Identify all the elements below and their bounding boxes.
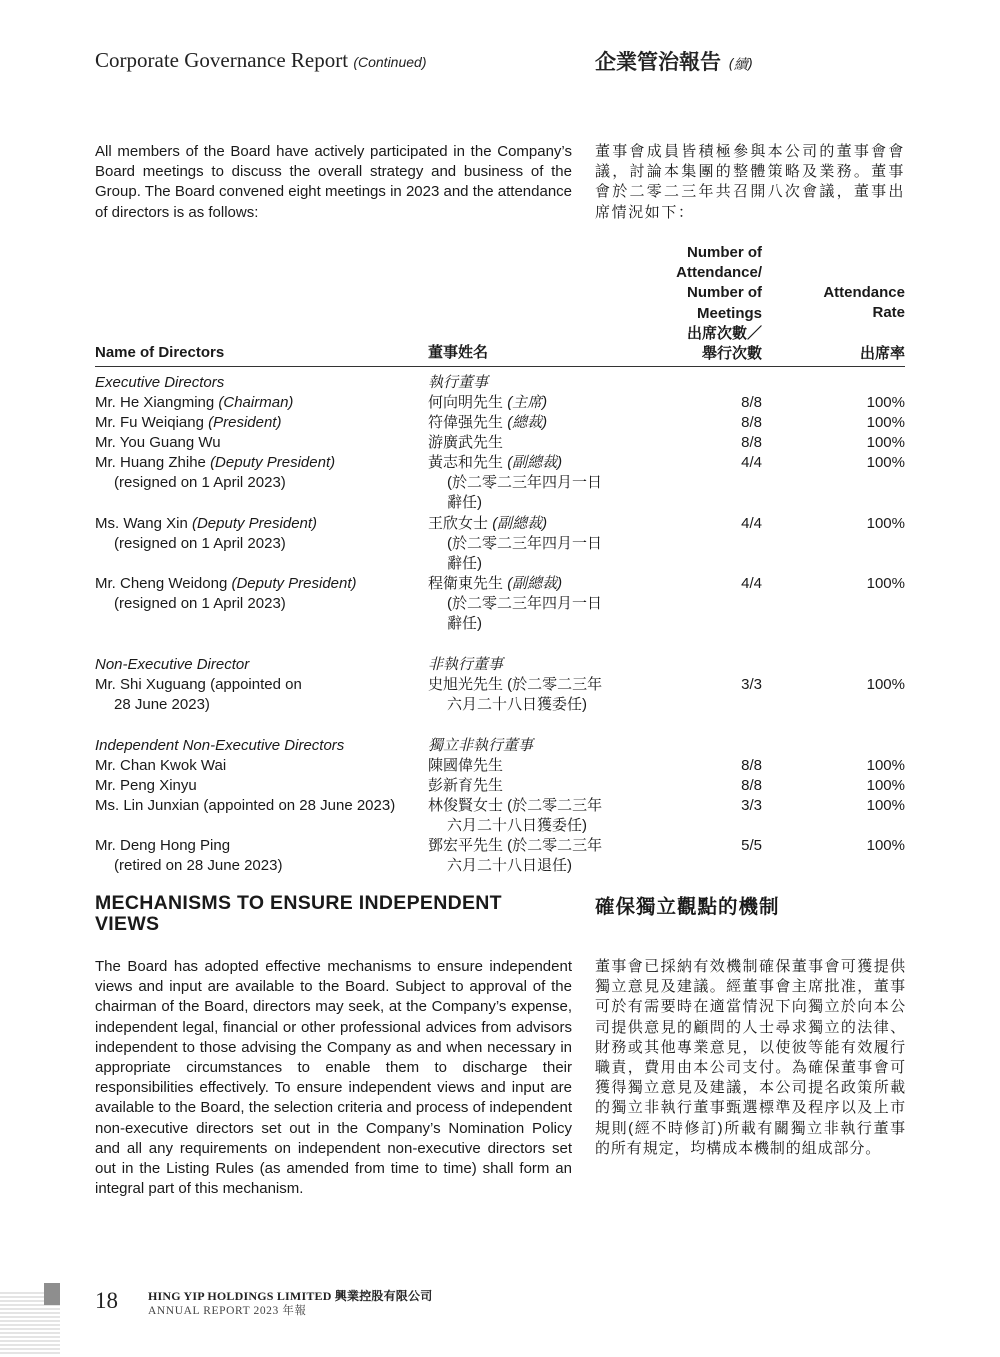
- rate-value: 100%: [866, 676, 905, 693]
- column-header-attendance: [640, 243, 762, 364]
- page-header-en: [95, 48, 426, 73]
- column-header-name: Name of Directors: [95, 344, 225, 361]
- director-note: (resigned on 1 April 2023): [114, 535, 286, 552]
- header-title-en: Corporate Governance Report: [95, 48, 349, 72]
- director-name: Mr. Shi Xuguang (appointed on: [95, 676, 302, 693]
- rate-value: 100%: [866, 414, 905, 431]
- director-role-zh: (副總裁): [507, 575, 563, 592]
- director-note: 28 June 2023): [114, 696, 210, 713]
- intro-paragraph-en: All members of the Board have actively participated in the Company’s Board meetings to discuss the overall strategy and business of the Group. The Board convened eight meetings in 2023 and the attendance of directors is as follows:: [95, 143, 572, 221]
- section-body-en: The Board has adopted effective mechanisms to ensure independent views and input are available to the Board. Subject to approval of the chairman of the Board, directors may seek, at the Company’s expense, independent legal, financial or other professional advices from advisors independent to those advising the Company as and when necessary in appropriate circumstances to enable them to discharge their responsibilities effectively. To ensure independent views and input are available to the Board, the selection criteria and process of independent non-executive directors set out in the Company’s Nomination Policy and all any requirements on independent non-executive directors set out in the Listing Rules (as amended from time to time) shall form an integral part of this mechanism.: [95, 958, 572, 1198]
- director-name: Ms. Lin Junxian (appointed on 28 June 2023): [95, 797, 396, 814]
- rate-value: 100%: [866, 434, 905, 451]
- footer-decoration: [0, 1283, 60, 1357]
- group-label-non-executive: Non-Executive Director: [95, 656, 250, 673]
- section-heading-zh: 確保獨立觀點的機制: [595, 896, 780, 918]
- rate-value: 100%: [866, 454, 905, 471]
- attendance-value: 3/3: [741, 676, 762, 693]
- director-role: (Deputy President): [210, 454, 336, 471]
- director-note: (retired on 28 June 2023): [114, 857, 283, 874]
- director-note-zh: 辭任): [447, 555, 482, 572]
- director-note-zh: 辭任): [447, 615, 482, 632]
- group-label-executive-zh: 執行董事: [428, 374, 489, 391]
- attendance-value: 4/4: [741, 515, 762, 532]
- director-name-zh: 程衛東先生: [428, 575, 504, 592]
- rate-value: 100%: [866, 797, 905, 814]
- section-heading-en: MECHANISMS TO ENSURE INDEPENDENT VIEWS: [95, 892, 502, 935]
- director-role: (Deputy President): [231, 575, 357, 592]
- director-note-zh: 辭任): [447, 494, 482, 511]
- table-row-name: [95, 393, 293, 413]
- header-continued-zh: (續): [728, 57, 754, 73]
- page-header-zh: [595, 46, 753, 76]
- director-name-zh: 何向明先生: [428, 394, 504, 411]
- rate-value: 100%: [866, 394, 905, 411]
- group-label-independent-zh: 獨立非執行董事: [428, 737, 534, 754]
- attendance-value: 8/8: [741, 434, 762, 451]
- table-row-name-zh: [428, 393, 547, 413]
- group-label-non-executive-zh: 非執行董事: [428, 656, 504, 673]
- table-row-name-zh: [428, 574, 562, 594]
- director-name: Mr. Cheng Weidong: [95, 575, 232, 592]
- page-number: 18: [95, 1288, 118, 1313]
- attendance-value: 5/5: [741, 837, 762, 854]
- director-note-zh: 六月二十八日獲委任): [447, 696, 587, 713]
- director-note: (resigned on 1 April 2023): [114, 474, 286, 491]
- director-name: Mr. Huang Zhihe: [95, 454, 211, 471]
- group-label-independent: Independent Non-Executive Directors: [95, 737, 345, 754]
- director-role: (President): [208, 414, 282, 431]
- attendance-value: 8/8: [741, 777, 762, 794]
- column-header-rate: [780, 283, 905, 364]
- attendance-value: 8/8: [741, 414, 762, 431]
- director-name-zh: 史旭光先生 (於二零二三年: [428, 676, 603, 693]
- table-row-name: [95, 453, 335, 473]
- column-header-rate-line: Attendance: [823, 284, 905, 301]
- footer-company: HING YIP HOLDINGS LIMITED 興業控股有限公司: [148, 1289, 433, 1303]
- attendance-value: 8/8: [741, 757, 762, 774]
- director-role: (Chairman): [218, 394, 294, 411]
- director-note-zh: (於二零二三年四月一日: [447, 474, 602, 491]
- director-role: (Deputy President): [191, 515, 318, 532]
- director-name-zh: 符偉强先生: [428, 414, 504, 431]
- director-role-zh: (主席): [507, 394, 548, 411]
- attendance-value: 8/8: [741, 394, 762, 411]
- rate-value: 100%: [866, 757, 905, 774]
- table-row-name-zh: [428, 453, 562, 473]
- rate-value: 100%: [866, 837, 905, 854]
- column-header-attendance-zh-line: 出席次數／: [686, 324, 762, 342]
- director-name-zh: 彭新育先生: [428, 777, 504, 794]
- director-note-zh: (於二零二三年四月一日: [447, 595, 602, 612]
- rate-value: 100%: [866, 777, 905, 794]
- director-name: Ms. Wang Xin: [95, 515, 192, 532]
- rate-value: 100%: [866, 515, 905, 532]
- director-name: Mr. He Xiangming: [95, 394, 219, 411]
- column-header-attendance-line: Meetings: [696, 304, 762, 322]
- table-header-rule: [95, 366, 905, 367]
- attendance-value: 4/4: [741, 575, 762, 592]
- director-name: Mr. Fu Weiqiang: [95, 414, 209, 431]
- column-header-attendance-zh-line: 舉行次數: [701, 345, 762, 363]
- director-name-zh: 游廣武先生: [428, 434, 504, 451]
- director-name: Mr. Deng Hong Ping: [95, 837, 231, 854]
- director-note-zh: 六月二十八日獲委任): [447, 817, 587, 834]
- column-header-attendance-line: Number of: [687, 284, 762, 302]
- table-row-name-zh: [428, 413, 547, 433]
- director-name-zh: 陳國偉先生: [428, 757, 504, 774]
- table-row-name-zh: [428, 514, 547, 534]
- director-name-zh: 林俊賢女士 (於二零二三年: [428, 797, 603, 814]
- director-name-zh: 鄧宏平先生 (於二零二三年: [428, 837, 603, 854]
- director-note-zh: (於二零二三年四月一日: [447, 535, 602, 552]
- column-header-rate-line: Rate: [872, 304, 905, 322]
- attendance-value: 4/4: [741, 454, 762, 471]
- attendance-value: 3/3: [741, 797, 762, 814]
- column-header-attendance-line: Number of: [687, 244, 762, 261]
- director-name-zh: 黃志和先生: [428, 454, 504, 471]
- director-note: (resigned on 1 April 2023): [114, 595, 286, 612]
- header-continued-en: (Continued): [353, 54, 427, 70]
- table-row-name: [95, 574, 357, 594]
- director-role-zh: (總裁): [507, 414, 548, 431]
- director-name-zh: 王欣女士: [428, 515, 489, 532]
- column-header-name-zh: 董事姓名: [428, 344, 489, 361]
- director-name: Mr. Chan Kwok Wai: [95, 757, 227, 774]
- section-body-zh: 董事會已採納有效機制確保董事會可獲提供獨立意見及建議。經董事會主席批准，董事可於有需要時在適當情況下向獨立於向本公司提供意見的顧問的人士尋求獨立的法律、財務或其他專業意見，以使彼等能有效履行職責，費用由本公司支付。為確保董事會可獲得獨立意見及建議，本公司提名政策所載的獨立非執行董事甄選標準及程序以及上市規則(經不時修訂)所載有關獨立非執行董事的所有規定，均構成本機制的組成部分。: [595, 958, 906, 1157]
- footer-report: ANNUAL REPORT 2023 年報: [148, 1305, 307, 1317]
- director-note-zh: 六月二十八日退任): [447, 857, 572, 874]
- rate-value: 100%: [866, 575, 905, 592]
- group-label-executive: Executive Directors: [95, 374, 225, 391]
- director-name: Mr. Peng Xinyu: [95, 777, 197, 794]
- table-row-name: [95, 413, 281, 433]
- director-role-zh: (副總裁): [492, 515, 548, 532]
- director-role-zh: (副總裁): [507, 454, 563, 471]
- header-title-zh: 企業管治報告: [595, 50, 721, 74]
- intro-paragraph-zh: 董事會成員皆積極參與本公司的董事會會議，討論本集團的整體策略及業務。董事會於二零二三年共召開八次會議，董事出席情況如下：: [595, 143, 905, 221]
- column-header-rate-zh: 出席率: [859, 344, 905, 362]
- table-row-name: [95, 514, 317, 534]
- director-name: Mr. You Guang Wu: [95, 434, 221, 451]
- column-header-attendance-line: Attendance/: [676, 264, 762, 282]
